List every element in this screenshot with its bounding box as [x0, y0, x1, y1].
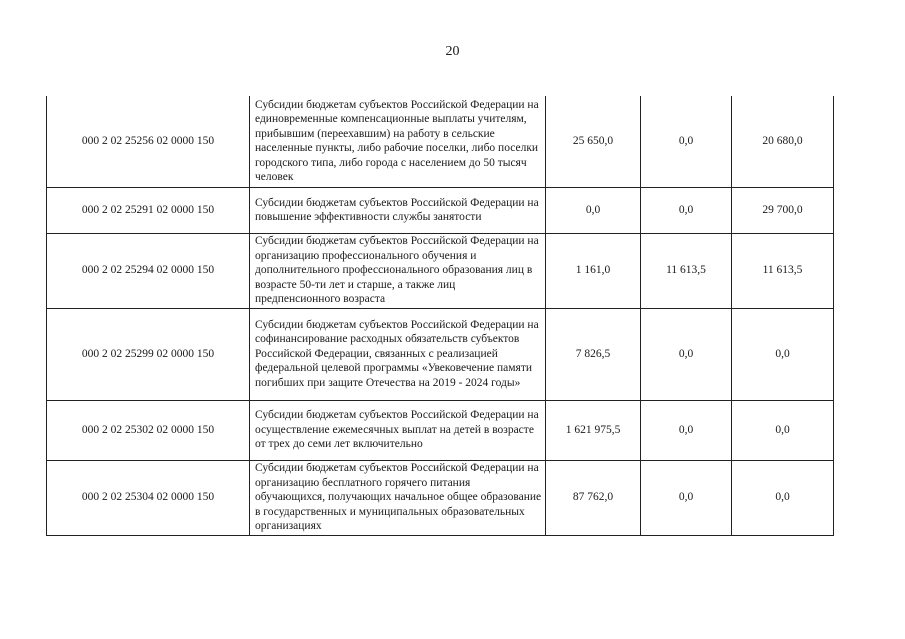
value3-cell: 29 700,0 — [732, 187, 834, 233]
table-row — [47, 460, 834, 535]
description-cell: Субсидии бюджетам субъектов Российской Федерации на осуществление ежемесячных выплат на детей в возрасте от трех до семи лет включительно — [250, 400, 546, 460]
value1-cell: 25 650,0 — [546, 96, 641, 187]
value3-cell: 11 613,5 — [732, 233, 834, 308]
value2-cell: 11 613,5 — [641, 233, 732, 308]
table-row — [47, 96, 834, 187]
description-cell: Субсидии бюджетам субъектов Российской Федерации на организацию бесплатного горячего питания обучающихся, получающих начальное общее образование в государственных и муниципальных образовательных организациях — [250, 460, 546, 535]
value3-cell: 0,0 — [732, 400, 834, 460]
value1-cell: 1 621 975,5 — [546, 400, 641, 460]
budget-table — [46, 96, 834, 536]
budget-code-cell: 000 2 02 25256 02 0000 150 — [47, 96, 250, 187]
description-cell: Субсидии бюджетам субъектов Российской Федерации на софинансирование расходных обязательств субъектов Российской Федерации, связанных с реализацией федеральной целевой программы «Увековечение памяти погибших при защите Отечества на 2019 - 2024 годы» — [250, 308, 546, 400]
value1-cell: 7 826,5 — [546, 308, 641, 400]
table-row — [47, 308, 834, 400]
page-number: 20 — [445, 44, 460, 59]
table-row — [47, 233, 834, 308]
budget-code-cell: 000 2 02 25304 02 0000 150 — [47, 460, 250, 535]
description-cell: Субсидии бюджетам субъектов Российской Федерации на организацию профессионального обучения и дополнительного профессионального образования лиц в возрасте 50-ти лет и старше, а также лиц предпенсионного возраста — [250, 233, 546, 308]
description-cell: Субсидии бюджетам субъектов Российской Федерации на единовременные компенсационные выплаты учителям, прибывшим (переехавшим) на работу в сельские населенные пункты, либо рабочие поселки, либо поселки городского типа, либо города с населением до 50 тысяч человек — [250, 96, 546, 187]
value3-cell: 0,0 — [732, 308, 834, 400]
value2-cell: 0,0 — [641, 460, 732, 535]
value2-cell: 0,0 — [641, 96, 732, 187]
value2-cell: 0,0 — [641, 187, 732, 233]
value1-cell: 0,0 — [546, 187, 641, 233]
table-row — [47, 400, 834, 460]
description-cell: Субсидии бюджетам субъектов Российской Федерации на повышение эффективности службы занятости — [250, 187, 546, 233]
budget-code-cell: 000 2 02 25302 02 0000 150 — [47, 400, 250, 460]
value2-cell: 0,0 — [641, 400, 732, 460]
budget-code-cell: 000 2 02 25294 02 0000 150 — [47, 233, 250, 308]
budget-code-cell: 000 2 02 25291 02 0000 150 — [47, 187, 250, 233]
value3-cell: 20 680,0 — [732, 96, 834, 187]
value3-cell: 0,0 — [732, 460, 834, 535]
table-row — [47, 187, 834, 233]
value1-cell: 1 161,0 — [546, 233, 641, 308]
value1-cell: 87 762,0 — [546, 460, 641, 535]
value2-cell: 0,0 — [641, 308, 732, 400]
budget-code-cell: 000 2 02 25299 02 0000 150 — [47, 308, 250, 400]
